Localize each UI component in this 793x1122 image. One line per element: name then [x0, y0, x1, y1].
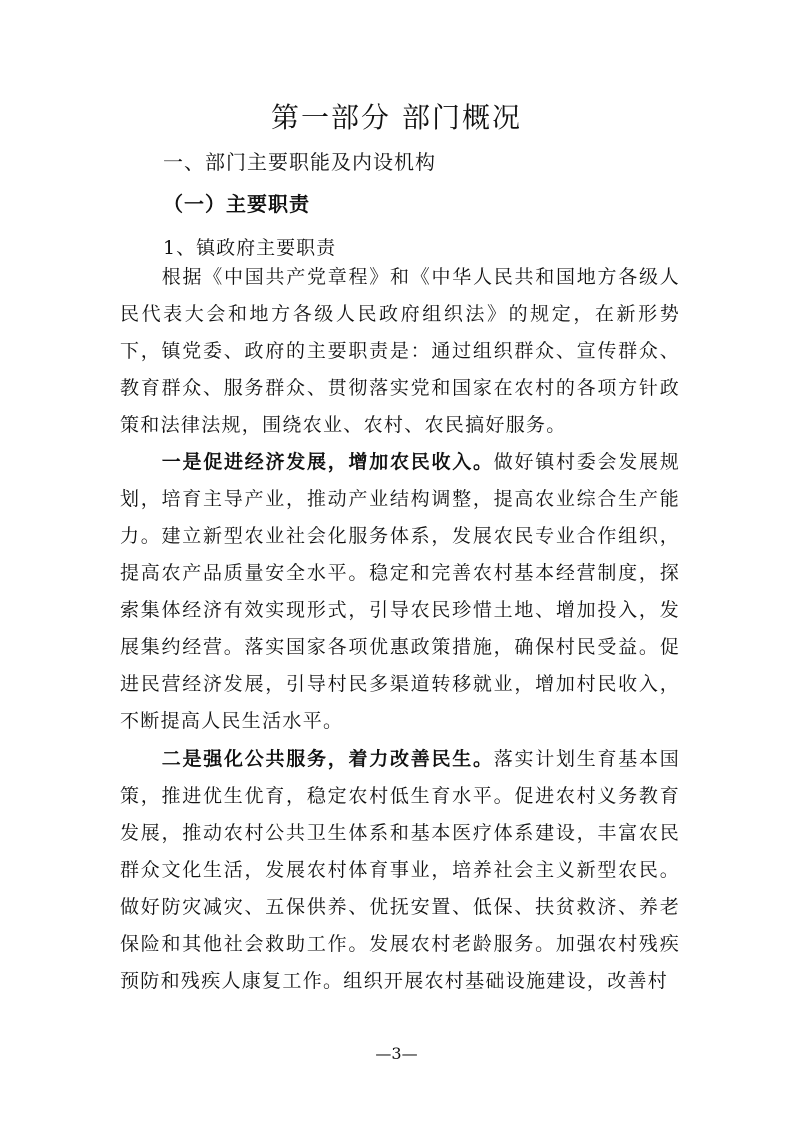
paragraph-2	[120, 444, 680, 740]
paragraph-text: 根据《中国共产党章程》和《中华人民共和国地方各级人民代表大会和地方各级人民政府组织法》的规定，在新形势下，镇党委、政府的主要职责是：通过组织群众、宣传群众、教育群众、服务群众、贯彻落实党和国家在农村的各项方针政策和法律法规，围绕农业、农村、农民搞好服务。	[120, 266, 680, 436]
page-number: —3—	[375, 1044, 418, 1063]
paragraph-3	[120, 741, 680, 1000]
paragraph-lead: 一是促进经济发展，增加农民收入。	[161, 451, 494, 473]
part-title: 第一部分 部门概况	[271, 101, 522, 134]
item-heading: 1、镇政府主要职责	[163, 237, 337, 259]
section-heading: 一、部门主要职能及内设机构	[163, 150, 436, 174]
subsection-heading: （一）主要职责	[163, 192, 310, 216]
paragraph-1	[120, 259, 680, 444]
paragraph-text: 落实计划生育基本国策，推进优生优育，稳定农村低生育水平。促进农村义务教育发展，推动农村公共卫生体系和基本医疗体系建设，丰富农民群众文化生活，发展农村体育事业，培养社会主义新型农民。做好防灾减灾、五保供养、优抚安置、低保、扶贫救济、养老保险和其他社会救助工作。发展农村老龄服务。加强农村残疾预防和残疾人康复工作。组织开展农村基础设施建设，改善村	[120, 748, 680, 992]
paragraph-lead: 二是强化公共服务，着力改善民生。	[161, 748, 494, 770]
paragraph-text: 做好镇村委会发展规划，培育主导产业，推动产业结构调整，提高农业综合生产能力。建立新型农业社会化服务体系，发展农民专业合作组织，提高农产品质量安全水平。稳定和完善农村基本经营制度，探索集体经济有效实现形式，引导农民珍惜土地、增加投入，发展集约经营。落实国家各项优惠政策措施，确保村民受益。促进民营经济发展，引导村民多渠道转移就业，增加村民收入，不断提高人民生活水平。	[120, 451, 680, 732]
